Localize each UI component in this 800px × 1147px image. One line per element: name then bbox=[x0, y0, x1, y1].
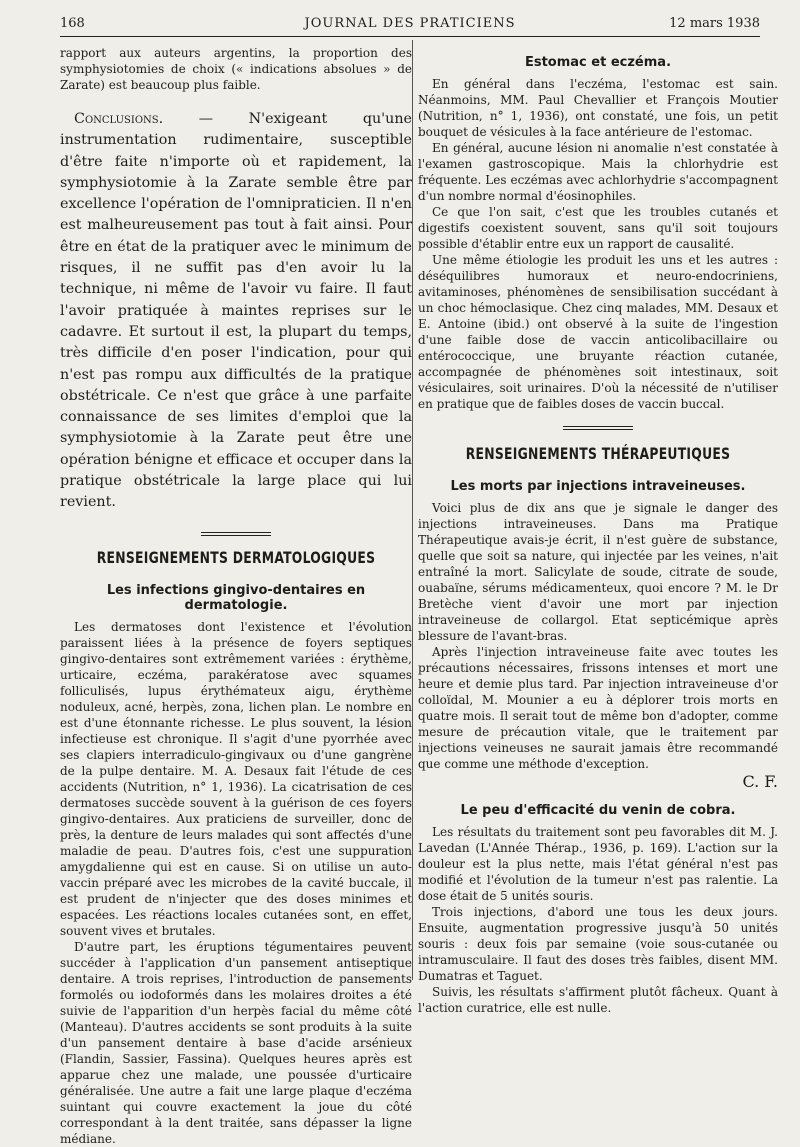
article-paragraph: Les résultats du traitement sont peu favorables dit M. J. Lavedan (L'Année Thérap., 1936, p. 169). L'action sur la douleur est la plus nette, mais l'état général n'est pas modifié et l'évolution de la tumeur n'est pas ralentie. La dose était de 5 unités souris. bbox=[418, 825, 778, 903]
conclusions-paragraph bbox=[60, 109, 412, 514]
article-paragraph: D'autre part, les éruptions tégumentaires peuvent succéder à l'application d'un pansement antiseptique dentaire. A trois reprises, l'introduction de pansements formolés ou iodoformés dans les molaires droites a été suivie de l'apparition d'un herpès facial du même côté (Manteau). D'autres accidents se sont produits à la suite d'un pansement dentaire à base d'acide arsénieux (Flandin, Sassier, Fassina). Quelques heures après est apparue chez une malade, une poussée d'urticaire généralisée. Une autre a fait une large plaque d'eczéma suintant qui couvre exactement la joue du côté correspondant à la dent traitée, sans dépasser la ligne médiane. bbox=[60, 939, 412, 1146]
journal-title: JOURNAL DES PRATICIENS bbox=[304, 16, 516, 31]
continued-paragraph: rapport aux auteurs argentins, la proportion des symphysiotomies de choix (« indications absolues » de Zarate) est beaucoup plus faible. bbox=[60, 46, 412, 92]
article-paragraph: Ce que l'on sait, c'est que les troubles cutanés et digestifs coexistent souvent, sans qu'il soit toujours possible d'établir entre eux un rapport de causalité. bbox=[418, 205, 778, 251]
article-paragraph: Trois injections, d'abord une tous les deux jours. Ensuite, augmentation progressive jusqu'à 50 unités souris : deux fois par semaine (voie sous-cutanée ou intramusculaire. Il faut des doses très faibles, disent MM. Dumatras et Taguet. bbox=[418, 905, 778, 983]
left-column bbox=[60, 45, 412, 1147]
header-rule bbox=[60, 36, 760, 37]
conclusions-text: — N'exigeant qu'une instrumentation rudimentaire, susceptible d'être faite n'importe où et rapidement, la symphysiotomie à la Zarate semble être par excellence l'opération de l'omnipraticien. Il n'en est malheureusement pas tout à fait ainsi. Pour être en état de la pratiquer avec le minimum de risques, il ne suffit pas d'en avoir lu la technique, ni même de l'avoir vu faire. Il faut l'avoir pratiquée à maintes reprises sur le cadavre. Et surtout il est, la plupart du temps, très difficile d'en poser l'indication, pour qui n'est pas rompu aux difficultés de la pratique obstétricale. Ce n'est que grâce à une parfaite connaissance de ses limites d'emploi que la symphysiotomie à la Zarate peut être une opération bénigne et efficace et occuper dans la pratique obstétricale la large place qui lui revient. bbox=[60, 111, 412, 511]
article-title-injections: Les morts par injections intraveineuses. bbox=[450, 479, 746, 494]
article-paragraph: Suivis, les résultats s'affirment plutôt fâcheux. Quant à l'action curatrice, elle est nulle. bbox=[418, 985, 778, 1015]
article-title-estomac: Estomac et eczéma. bbox=[524, 55, 672, 70]
article-paragraph: Les dermatoses dont l'existence et l'évolution paraissent liées à la présence de foyers septiques gingivo-dentaires sont extrêmement variées : érythème, urticaire, eczéma, parakératose avec squames folliculisés, lupus érythémateux aigu, érythème noduleux, acné, herpès, zona, lichen plan. Le nombre en est d'une étonnante richesse. Le plus souvent, la lésion infectieuse est chronique. Il s'agit d'une pyorrhée avec ses clapiers interradiculo-gingivaux ou d'une gangrène de la pulpe dentaire. M. A. Desaux fait l'étude de ces accidents (Nutrition, n° 1, 1936). La cicatrisation de ces dermatoses succède souvent à la guérison de ces foyers gingivo-dentaires. Aux praticiens de surveiller, donc de près, la denture de leurs malades qui sont affectés d'une maladie de peau. D'autres fois, c'est une suppuration amygdalienne qui est en cause. Si on utilise un auto-vaccin préparé avec les microbes de la cavité buccale, il est prudent de n'injecter que des doses minimes et espacées. Les réactions locales cutanées sont, en effet, souvent vives et brutales. bbox=[60, 619, 412, 938]
article-paragraph: Voici plus de dix ans que je signale le danger des injections intraveineuses. Dans ma Pratique Thérapeutique avais-je écrit, il n'est guère de substance, quelle que soit sa nature, qui injectée par les veines, n'ait entraîné la mort. Salicylate de soude, citrate de soude, ouabaïne, sérums médicamenteux, quoi encore ? M. le Dr Bretèche vient d'avoir une mort par injection intraveineuse de collargol. Etat septicémique après blessure de l'avant-bras. bbox=[418, 501, 778, 643]
right-column bbox=[418, 45, 778, 1016]
signature: C. F. bbox=[742, 772, 778, 791]
article-paragraph: Après l'injection intraveineuse faite avec toutes les précautions nécessaires, frissons intenses et mort une heure et demie plus tard. Par injection intraveineuse d'or colloïdal, M. Mounier a eu à déplorer trois morts en quatre mois. Il serait tout de même bon d'adopter, comme mesure de précaution vitale, que le traitement par injections veineuses ne saurait jamais être recommandé que comme une méthode d'exception. bbox=[418, 645, 778, 771]
article-title-cobra: Le peu d'efficacité du venin de cobra. bbox=[460, 803, 736, 818]
section-title-dermatology: RENSEIGNEMENTS DERMATOLOGIQUES bbox=[96, 547, 376, 567]
column-divider bbox=[412, 40, 413, 980]
article-title-gingivo: Les infections gingivo-dentaires en dermatologie. bbox=[106, 582, 366, 613]
page-number: 168 bbox=[60, 16, 85, 31]
conclusions-label: Conclusions. bbox=[74, 111, 164, 127]
running-header bbox=[60, 12, 760, 36]
section-title-therapeutics: RENSEIGNEMENTS THÉRAPEUTIQUES bbox=[465, 444, 731, 463]
article-paragraph: En général, aucune lésion ni anomalie n'est constatée à l'examen gastroscopique. Mais la chlorhydrie est fréquente. Les eczémas avec achlorhydrie s'accompagnent d'un nombre normal d'éosinophiles. bbox=[418, 141, 778, 203]
article-paragraph: En général dans l'eczéma, l'estomac est sain. Néanmoins, MM. Paul Chevallier et François Moutier (Nutrition, n° 1, 1936), ont constaté, une fois, un petit bouquet de vésicules à la face antérieure de l'estomac. bbox=[418, 77, 778, 139]
article-paragraph: Une même étiologie les produit les uns et les autres : déséquilibres humoraux et neuro-endocriniens, avitaminoses, phénomènes de sensibilisation succédant à un choc hémoclasique. Chez cinq malades, MM. Desaux et E. Antoine (ibid.) ont observé à la suite de l'ingestion d'une faible dose de vaccin anticolibacillaire ou entérococcique, une bruyante réaction cutanée, accompagnée de phénomènes soit intestinaux, soit vésiculaires, soit urinaires. D'où la nécessité de n'utiliser en pratique que de faibles doses de vaccin buccal. bbox=[418, 253, 778, 411]
issue-date: 12 mars 1938 bbox=[669, 16, 760, 31]
